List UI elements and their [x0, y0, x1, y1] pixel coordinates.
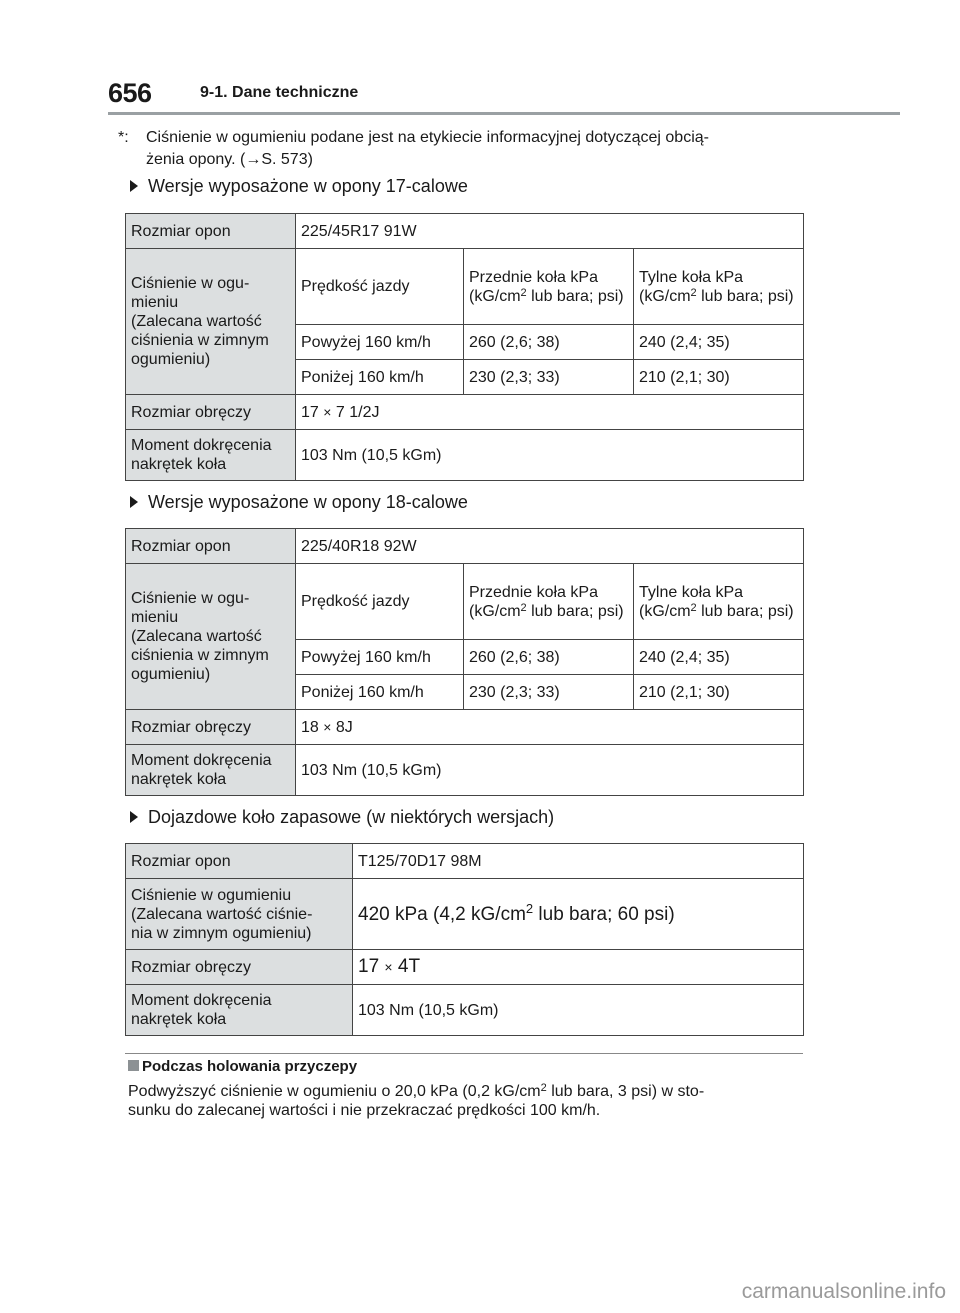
tire-size-value: 225/45R17 91W: [296, 214, 804, 249]
rim-size-value: 18 × 8J: [296, 710, 804, 745]
tire-size-label: Rozmiar opon: [126, 529, 296, 564]
rear-pressure-cell: 210 (2,1; 30): [634, 360, 804, 395]
rear-pressure-cell: 240 (2,4; 35): [634, 325, 804, 360]
rim-size-value: 17 × 7 1/2J: [296, 395, 804, 430]
torque-label: Moment dokręcenia nakrętek koła: [126, 985, 353, 1036]
footnote-line-2: żenia opony. (→S. 573): [146, 151, 313, 168]
front-wheels-header: Przednie koła kPa ($kG/cm^2$ lub bara; psi): [464, 564, 634, 640]
speed-cell: Poniżej 160 km/h: [296, 675, 464, 710]
speed-header: Prędkość jazdy: [296, 249, 464, 325]
table-row: [126, 430, 804, 481]
towing-text: Podwyższyć ciśnienie w ogumieniu o 20,0 kPa (0,2 $kG/cm^2$ lub bara, 3 psi) w sto- sunku do zalecanej wartości i nie przekraczać prędkości 100 km/h.: [128, 1082, 705, 1119]
section-title: 9-1. Dane techniczne: [200, 84, 359, 101]
table-row: [126, 879, 804, 950]
pressure-label: Ciśnienie w ogu- mieniu (Zalecana wartość ciśnienia w zimnym ogumieniu): [126, 249, 296, 395]
torque-value: 103 Nm (10,5 kGm): [296, 430, 804, 481]
speed-cell: Powyżej 160 km/h: [296, 325, 464, 360]
table-row: [126, 745, 804, 796]
pressure-label: Ciśnienie w ogu- mieniu (Zalecana wartość ciśnienia w zimnym ogumieniu): [126, 564, 296, 710]
pressure-value: 420 kPa (4,2 $kG/cm^2$ lub bara; 60 psi): [353, 879, 804, 950]
rim-size-value: 17 × 4T: [353, 950, 804, 985]
page-number: 656: [108, 78, 152, 108]
rear-pressure-cell: 210 (2,1; 30): [634, 675, 804, 710]
triangle-bullet-icon: [130, 811, 138, 823]
spec-table-18-inch: [125, 528, 804, 796]
towing-heading: Podczas holowania przyczepy: [128, 1058, 357, 1075]
front-pressure-cell: 260 (2,6; 38): [464, 325, 634, 360]
speed-cell: Poniżej 160 km/h: [296, 360, 464, 395]
watermark: carmanualsonline.info: [741, 1280, 946, 1303]
arrow-icon: →: [245, 151, 262, 168]
torque-label: Moment dokręcenia nakrętek koła: [126, 745, 296, 796]
footnote-line-1: Ciśnienie w ogumieniu podane jest na etykiecie informacyjnej dotyczącej obcią-: [146, 129, 709, 146]
front-wheels-header: Przednie koła kPa ($kG/cm^2$ lub bara; psi): [464, 249, 634, 325]
footnote: [118, 127, 808, 171]
rear-wheels-header: Tylne koła kPa ($kG/cm^2$ lub bara; psi): [634, 564, 804, 640]
torque-label: Moment dokręcenia nakrętek koła: [126, 430, 296, 481]
torque-value: 103 Nm (10,5 kGm): [353, 985, 804, 1036]
footnote-mark: *:: [118, 129, 129, 146]
table-row: [126, 844, 804, 879]
table-row: [126, 214, 804, 249]
tire-size-value: T125/70D17 98M: [353, 844, 804, 879]
rim-size-label: Rozmiar obręczy: [126, 710, 296, 745]
speed-cell: Powyżej 160 km/h: [296, 640, 464, 675]
square-bullet-icon: [128, 1060, 139, 1071]
table-row: [126, 529, 804, 564]
rear-pressure-cell: 240 (2,4; 35): [634, 640, 804, 675]
header-divider: [108, 112, 900, 115]
tire-size-value: 225/40R18 92W: [296, 529, 804, 564]
tire-size-label: Rozmiar opon: [126, 844, 353, 879]
rim-size-label: Rozmiar obręczy: [126, 395, 296, 430]
table-row: [126, 985, 804, 1036]
heading-17-inch: Wersje wyposażone w opony 17-calowe: [130, 174, 468, 198]
table-row: [126, 249, 804, 325]
heading-18-inch: Wersje wyposażone w opony 18-calowe: [130, 490, 468, 514]
towing-divider: [125, 1053, 803, 1054]
triangle-bullet-icon: [130, 180, 138, 192]
heading-spare-wheel: Dojazdowe koło zapasowe (w niektórych wersjach): [130, 805, 554, 829]
table-row: [126, 564, 804, 640]
rear-wheels-header: Tylne koła kPa ($kG/cm^2$ lub bara; psi): [634, 249, 804, 325]
front-pressure-cell: 230 (2,3; 33): [464, 675, 634, 710]
pressure-label: Ciśnienie w ogumieniu (Zalecana wartość ciśnie- nia w zimnym ogumieniu): [126, 879, 353, 950]
spec-table-spare-wheel: [125, 843, 804, 1036]
torque-value: 103 Nm (10,5 kGm): [296, 745, 804, 796]
front-pressure-cell: 260 (2,6; 38): [464, 640, 634, 675]
tire-size-label: Rozmiar opon: [126, 214, 296, 249]
table-row: [126, 395, 804, 430]
speed-header: Prędkość jazdy: [296, 564, 464, 640]
table-row: [126, 950, 804, 985]
rim-size-label: Rozmiar obręczy: [126, 950, 353, 985]
table-row: [126, 710, 804, 745]
spec-table-17-inch: [125, 213, 804, 481]
triangle-bullet-icon: [130, 496, 138, 508]
front-pressure-cell: 230 (2,3; 33): [464, 360, 634, 395]
